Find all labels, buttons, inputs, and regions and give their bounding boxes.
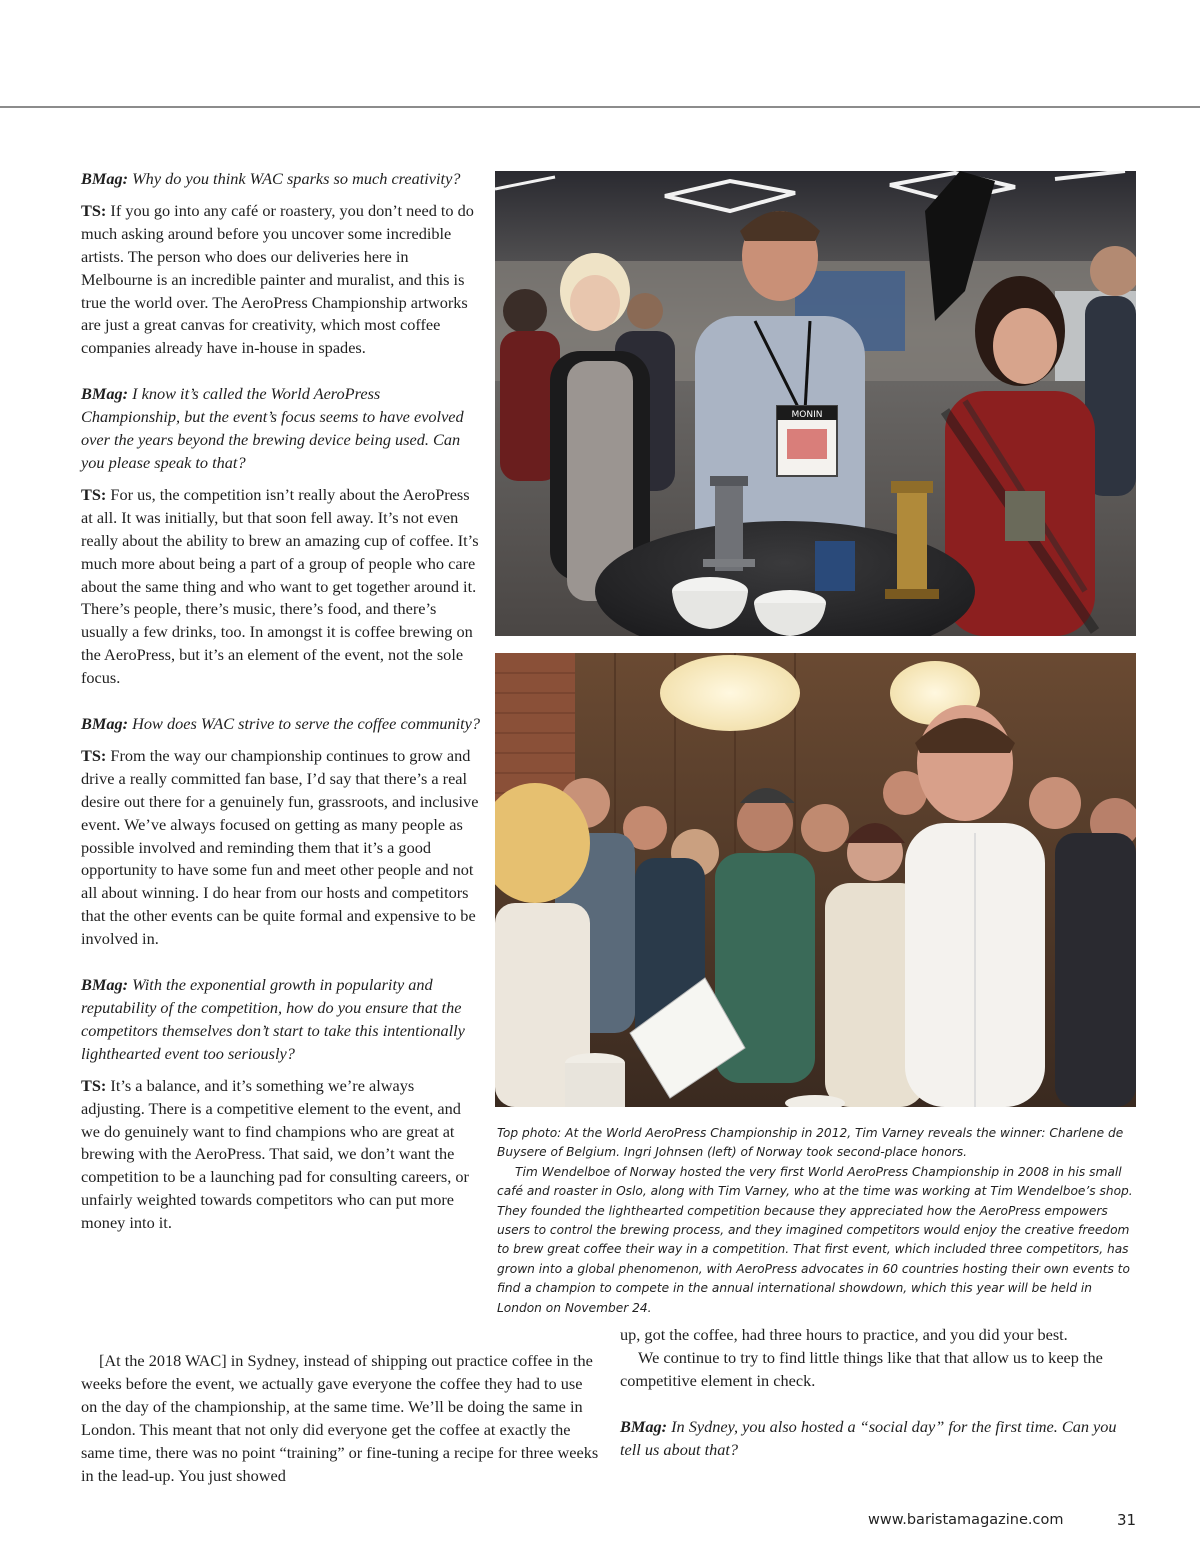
right-column-continuation: [620, 1324, 1140, 1462]
answer-1: TS: If you go into any café or roastery, you don’t need to do much asking around before you uncover some incredible artists. The person who does our deliveries here in Melbourne is an incredible painter and muralist, and this is true the world over. The AeroPress Championship artworks are just a great canvas for creativity, which most coffee companies already have in-house in spades.: [81, 200, 474, 358]
footer-url: www.baristamagazine.com: [868, 1512, 1064, 1528]
top-photo: [495, 171, 1136, 636]
answer-4: TS: It’s a balance, and it’s something we’re always adjusting. There is a competitive element to the event, and we do genuinely want to find champions who are great at brewing with the AeroPress. That said, we don’t want the competition to be a launching pad for consulting careers, or unfairly weighted towards competitors who can put more money into it.: [81, 1075, 469, 1233]
top-photo-badge: MONIN: [791, 410, 823, 420]
question-5: BMag: In Sydney, you also hosted a “social day” for the first time. Can you tell us about that?: [620, 1416, 1117, 1459]
answer-2: TS: For us, the competition isn’t really about the AeroPress at all. It was initially, but that soon fell away. It’s not even really about the ability to brew an amazing cup of coffee. It’s much more about being a part of a group of people who care about the same thing and who want to get together around it. There’s people, there’s music, there’s food, and there’s usually a few drinks, too. In amongst it is coffee brewing on the AeroPress, but it’s an element of the event, not the sole focus.: [81, 484, 479, 688]
wide-paragraph: [At the 2018 WAC] in Sydney, instead of shipping out practice coffee in the weeks before the event, we actually gave everyone the coffee they had to use on the day of the championship, at the same time. We’ll be doing the same in London. This meant that not only did everyone get the coffee at exactly the same time, there was no point “training” or fine-tuning a recipe for three weeks in the lead-up. You just showed: [81, 1351, 599, 1485]
answer-3: TS: From the way our championship continues to grow and drive a really committed fan base, I’d say that there’s a real desire out there for a genuinely fun, grassroots, and inclusive event. We’ve always focused on getting as many people as possible involved and reminding them that it’s a good opportunity to have some fun and meet other people and not all about winning. I do hear from our hosts and competitors that the other events can be quite formal and expensive to be involved in.: [81, 745, 479, 949]
question-3: BMag: How does WAC strive to serve the coffee community?: [81, 714, 481, 734]
caption-top: Top photo: At the World AeroPress Championship in 2012, Tim Varney reveals the winner: Charlene de Buysere of Belgium. Ingri Johnsen (left) of Norway took second-place honors.: [497, 1126, 1124, 1160]
photo-caption: [497, 1124, 1137, 1318]
continuation-text: up, got the coffee, had three hours to practice, and you did your best.: [620, 1325, 1068, 1344]
question-2: BMag: I know it’s called the World AeroPress Championship, but the event’s focus seems to have evolved over the years beyond the brewing device being used. Can you please speak to that?: [81, 384, 464, 472]
question-4: BMag: With the exponential growth in popularity and reputability of the competition, how do you ensure that the competitors themselves don’t start to take this intentionally lighthearted event too seriously?: [81, 975, 465, 1063]
question-1: BMag: Why do you think WAC sparks so much creativity?: [81, 169, 461, 188]
bottom-photo: [495, 653, 1136, 1107]
header-rule: [0, 106, 1200, 108]
page-number: 31: [1117, 1511, 1137, 1529]
left-column: [81, 168, 481, 1235]
caption-bottom: Tim Wendelboe of Norway hosted the very first World AeroPress Championship in 2008 in his small café and roaster in Oslo, along with Tim Varney, who at the time was working at Tim Wendelboe’s shop. They founded the lighthearted competition because they appreciated how the AeroPress empowers users to control the brewing process, and they imagined competitors would enjoy the creative freedom to brew great coffee their way in a competition. That first event, which included three competitors, has grown into a global phenomenon, with AeroPress advocates in 60 countries hosting their own events to find a champion to compete in the annual international showdown, which this year will be held in London on November 24.: [497, 1164, 1133, 1315]
continuation-paragraph: We continue to try to find little things like that that allow us to keep the competitive element in check.: [620, 1347, 1103, 1390]
